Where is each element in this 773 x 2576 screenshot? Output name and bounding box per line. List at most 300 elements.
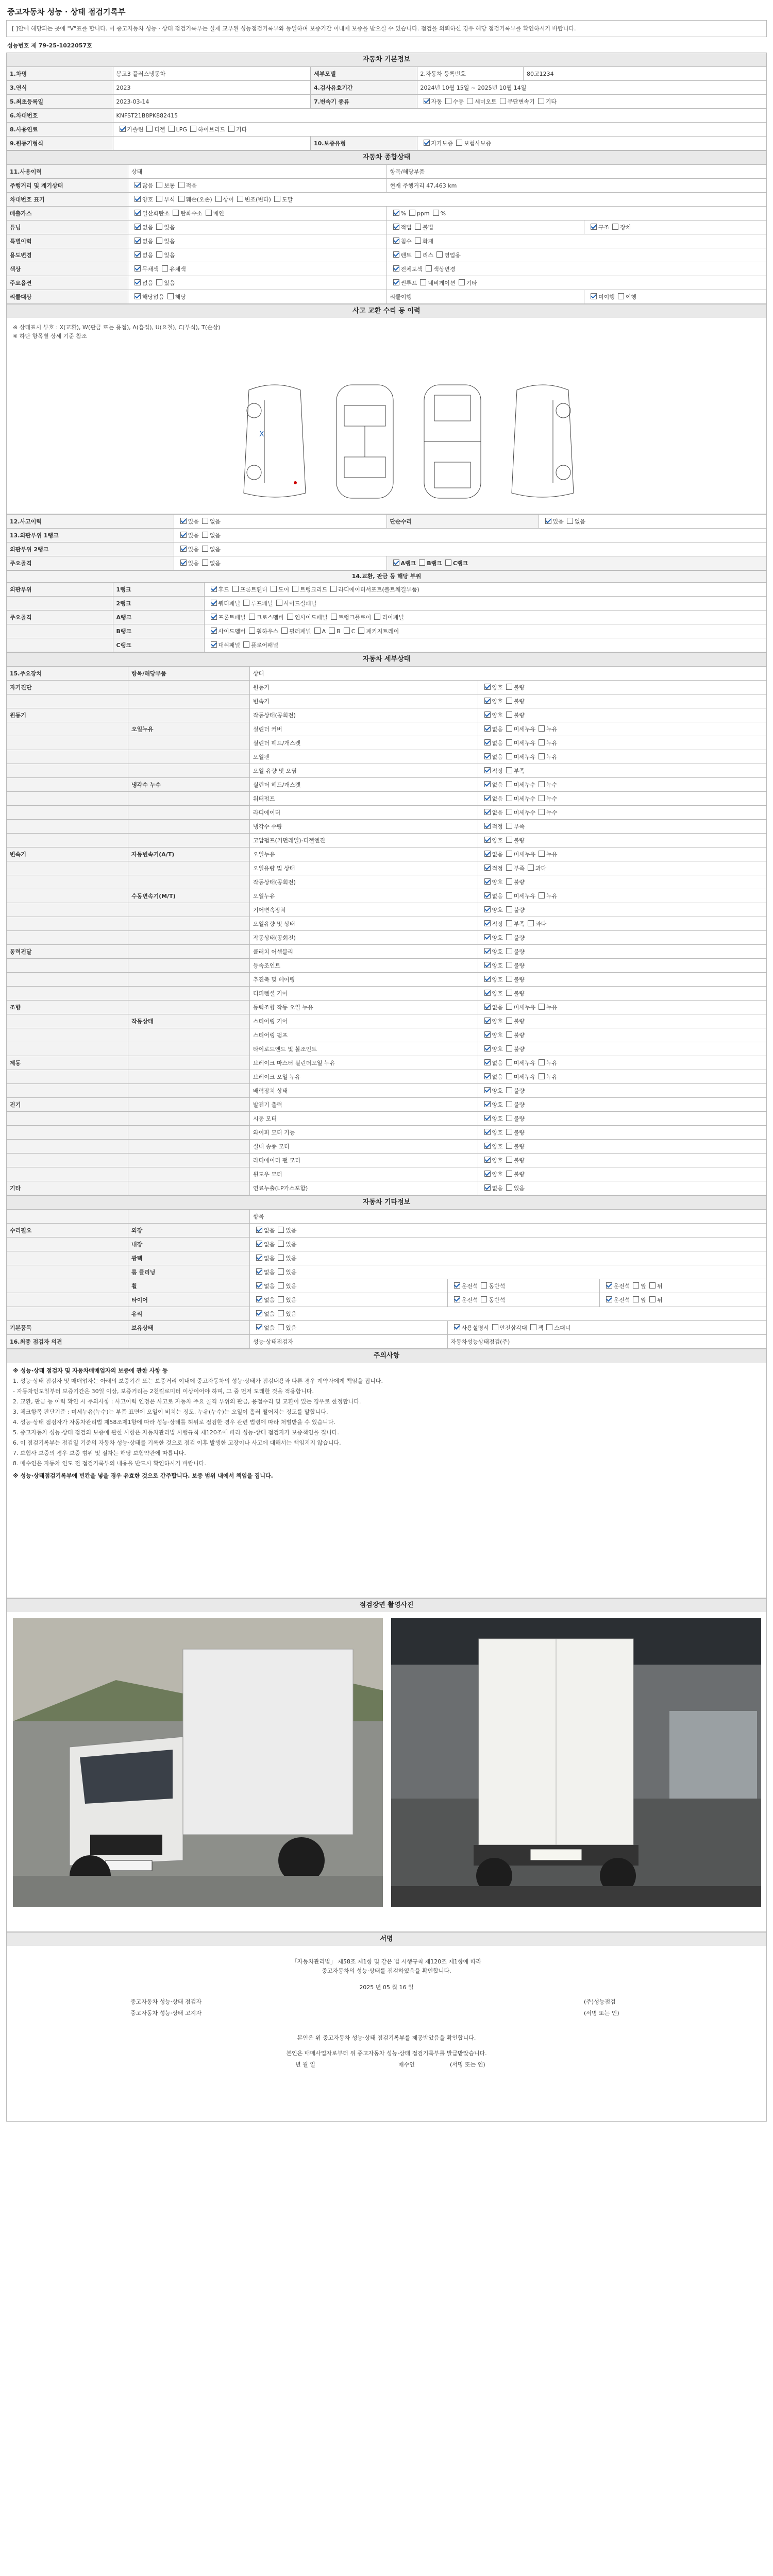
checkbox[interactable] — [506, 892, 512, 899]
checkbox[interactable] — [484, 1059, 491, 1065]
checkbox[interactable] — [506, 865, 512, 871]
cell-text — [128, 917, 250, 931]
checkbox[interactable] — [167, 293, 174, 299]
option-group — [250, 1265, 767, 1279]
option-label: 도어 — [278, 586, 290, 593]
checkbox[interactable] — [243, 600, 249, 606]
checkbox[interactable] — [484, 1157, 491, 1163]
checkbox[interactable] — [506, 1184, 512, 1191]
option-label: 불량 — [513, 1129, 525, 1136]
checkbox[interactable] — [484, 1171, 491, 1177]
cell-text — [7, 875, 128, 889]
option-label: 누유 — [546, 1074, 558, 1080]
checkbox[interactable] — [278, 1310, 284, 1316]
cell-text: 용도변경 — [7, 248, 128, 262]
cell-text: 8.사용연료 — [7, 123, 113, 137]
checkbox[interactable] — [178, 182, 184, 188]
checkbox[interactable] — [456, 140, 462, 146]
checkbox[interactable] — [393, 224, 399, 230]
checkbox[interactable] — [567, 518, 573, 524]
checkbox[interactable] — [506, 1101, 512, 1107]
checkbox[interactable] — [506, 1004, 512, 1010]
checkbox[interactable] — [484, 920, 491, 926]
table-row — [7, 67, 767, 81]
checkbox[interactable] — [506, 851, 512, 857]
checkbox[interactable] — [484, 711, 491, 718]
cell-text: 기타 — [7, 1181, 128, 1195]
checkbox[interactable] — [178, 196, 184, 202]
checkbox[interactable] — [506, 1129, 512, 1135]
checkbox[interactable] — [484, 990, 491, 996]
checkbox[interactable] — [162, 265, 168, 272]
checkbox[interactable] — [484, 878, 491, 885]
checkbox[interactable] — [433, 210, 439, 216]
checkbox[interactable] — [591, 224, 597, 230]
option-label: 뒤 — [657, 1283, 663, 1290]
checkbox[interactable] — [528, 865, 534, 871]
checkbox[interactable] — [393, 210, 399, 216]
cell-text: 자동차성능상태점검(주) — [447, 1335, 767, 1349]
checkbox[interactable] — [424, 140, 430, 146]
checkbox[interactable] — [484, 934, 491, 940]
cell-text: 오일팬 — [250, 750, 478, 764]
checkbox[interactable] — [271, 586, 277, 592]
checkbox[interactable] — [506, 1087, 512, 1093]
checkbox[interactable] — [135, 182, 141, 188]
checkbox[interactable] — [419, 560, 425, 566]
table-row — [7, 262, 767, 276]
checkbox[interactable] — [506, 711, 512, 718]
table-row — [7, 1335, 767, 1349]
checkbox[interactable] — [539, 1004, 545, 1010]
option-group — [478, 806, 767, 820]
checkbox[interactable] — [206, 210, 212, 216]
checkbox[interactable] — [506, 1045, 512, 1052]
checkbox[interactable] — [484, 781, 491, 787]
checkbox[interactable] — [506, 976, 512, 982]
option-label: 운전석 — [613, 1283, 630, 1290]
checkbox[interactable] — [420, 279, 426, 285]
checkbox[interactable] — [506, 878, 512, 885]
table-row — [7, 290, 767, 304]
checkbox[interactable] — [278, 1255, 284, 1261]
cell-text — [128, 681, 250, 694]
option-label: 없음 — [264, 1241, 275, 1248]
option-label: 누유 — [546, 1060, 558, 1066]
option-label: 부식 — [164, 196, 175, 203]
checkbox[interactable] — [506, 934, 512, 940]
option-label: 불량 — [513, 879, 525, 886]
checkbox[interactable] — [481, 1296, 487, 1302]
checkbox[interactable] — [180, 560, 187, 566]
checkbox[interactable] — [135, 251, 141, 258]
checkbox[interactable] — [484, 865, 491, 871]
checkbox[interactable] — [546, 1324, 552, 1330]
cell-text: 자동변속기(A/T) — [128, 848, 250, 861]
option-label: 없음 — [264, 1255, 275, 1262]
cell-text — [128, 861, 250, 875]
checkbox[interactable] — [180, 532, 187, 538]
table-row — [7, 123, 767, 137]
checkbox[interactable] — [249, 628, 255, 634]
checkbox[interactable] — [633, 1282, 639, 1289]
checkbox[interactable] — [215, 196, 222, 202]
checkbox[interactable] — [484, 698, 491, 704]
checkbox[interactable] — [281, 628, 288, 634]
sign-notifier-label: 중고자동차 성능·상태 고지자 — [130, 2010, 202, 2016]
checkbox[interactable] — [393, 265, 399, 272]
checkbox[interactable] — [506, 1031, 512, 1038]
checkbox[interactable] — [484, 837, 491, 843]
checkbox[interactable] — [256, 1282, 262, 1289]
cell-text: 10.보증유형 — [311, 137, 417, 150]
table-row — [7, 1014, 767, 1028]
checkbox[interactable] — [506, 1115, 512, 1121]
checkbox[interactable] — [506, 1059, 512, 1065]
checkbox[interactable] — [539, 851, 545, 857]
checkbox[interactable] — [506, 906, 512, 912]
checkbox[interactable] — [120, 126, 126, 132]
checkbox[interactable] — [506, 1143, 512, 1149]
option-group — [250, 1321, 448, 1335]
checkbox[interactable] — [393, 238, 399, 244]
checkbox[interactable] — [484, 1115, 491, 1121]
table-row — [7, 1140, 767, 1154]
checkbox[interactable] — [484, 1101, 491, 1107]
option-group — [478, 875, 767, 889]
checkbox[interactable] — [506, 823, 512, 829]
checkbox[interactable] — [180, 546, 187, 552]
cell-text: 연료누출(LP가스포함) — [250, 1181, 478, 1195]
checkbox[interactable] — [612, 224, 618, 230]
checkbox[interactable] — [506, 990, 512, 996]
checkbox[interactable] — [506, 725, 512, 732]
checkbox[interactable] — [169, 126, 175, 132]
cell-text — [7, 1140, 128, 1154]
checkbox[interactable] — [173, 210, 179, 216]
checkbox[interactable] — [484, 767, 491, 773]
checkbox[interactable] — [484, 1087, 491, 1093]
table-row — [7, 1238, 767, 1251]
checkbox[interactable] — [278, 1282, 284, 1289]
checkbox[interactable] — [393, 279, 399, 285]
checkbox[interactable] — [292, 586, 298, 592]
checkbox[interactable] — [344, 628, 350, 634]
checkbox[interactable] — [538, 98, 544, 104]
checkbox[interactable] — [539, 781, 545, 787]
option-label: 도말 — [281, 196, 293, 203]
cell-text: 11.사용이력 — [7, 165, 128, 179]
option-group — [478, 750, 767, 764]
checkbox[interactable] — [539, 1073, 545, 1079]
option-label: 불량 — [513, 684, 525, 691]
checkbox[interactable] — [249, 614, 255, 620]
checkbox[interactable] — [484, 684, 491, 690]
checkbox[interactable] — [484, 1004, 491, 1010]
checkbox[interactable] — [256, 1324, 262, 1330]
checkbox[interactable] — [454, 1324, 460, 1330]
sign-buyer-label: 매수인 — [398, 2061, 415, 2068]
checkbox[interactable] — [539, 809, 545, 815]
checkbox[interactable] — [506, 739, 512, 745]
checkbox[interactable] — [135, 279, 141, 285]
option-label: 불량 — [513, 1046, 525, 1053]
option-group — [478, 1056, 767, 1070]
cell-text: B랭크 — [113, 624, 204, 638]
checkbox[interactable] — [415, 224, 421, 230]
checkbox[interactable] — [256, 1227, 262, 1233]
option-group — [250, 1307, 767, 1321]
option-group — [478, 820, 767, 834]
option-label: 인사이드패널 — [294, 614, 328, 621]
checkbox[interactable] — [506, 698, 512, 704]
checkbox[interactable] — [530, 1324, 536, 1330]
checkbox[interactable] — [528, 920, 534, 926]
checkbox[interactable] — [156, 196, 162, 202]
option-label: 없음 — [264, 1297, 275, 1303]
checkbox[interactable] — [506, 1171, 512, 1177]
checkbox[interactable] — [156, 279, 162, 285]
option-group — [250, 1279, 448, 1293]
checkbox[interactable] — [232, 586, 239, 592]
checkbox[interactable] — [256, 1310, 262, 1316]
checkbox[interactable] — [484, 753, 491, 759]
cell-text — [7, 973, 128, 987]
option-label: 있음 — [285, 1283, 297, 1290]
checkbox[interactable] — [633, 1296, 639, 1302]
checkbox[interactable] — [506, 753, 512, 759]
cell-text: 6.차대번호 — [7, 109, 113, 123]
checkbox[interactable] — [202, 532, 208, 538]
checkbox[interactable] — [156, 251, 162, 258]
option-label: 디젤 — [154, 126, 165, 133]
option-label: 양호 — [492, 948, 503, 955]
checkbox[interactable] — [649, 1282, 656, 1289]
checkbox[interactable] — [180, 518, 187, 524]
cell-text: 항목/해당부품 — [128, 667, 250, 681]
car-side-right-icon — [501, 380, 584, 503]
sign-line: 본인은 위 중고자동차 성능·상태 점검기록부를 제공받았음을 확인합니다. — [297, 2035, 476, 2041]
checkbox[interactable] — [484, 823, 491, 829]
checkbox[interactable] — [454, 1296, 460, 1302]
checkbox[interactable] — [211, 641, 217, 648]
checkbox[interactable] — [484, 892, 491, 899]
checkbox[interactable] — [484, 1129, 491, 1135]
checkbox[interactable] — [484, 795, 491, 801]
checkbox[interactable] — [211, 614, 217, 620]
table-row — [7, 1279, 767, 1293]
option-group — [478, 764, 767, 778]
option-group — [128, 207, 387, 221]
checkbox[interactable] — [445, 98, 451, 104]
table-row — [7, 1154, 767, 1167]
checkbox[interactable] — [484, 1031, 491, 1038]
option-label: 미세누유 — [513, 1060, 536, 1066]
note-item: 3. 체크항목 판단기준 : 미세누유(누수)는 부품 표면에 오일이 비치는 정도, 누유(누수)는 오일이 흘러 떨어지는 정도를 말합니다. — [13, 1409, 328, 1415]
checkbox[interactable] — [484, 976, 491, 982]
checkbox[interactable] — [506, 962, 512, 968]
checkbox[interactable] — [424, 98, 430, 104]
checkbox[interactable] — [135, 238, 141, 244]
option-label: 양호 — [492, 990, 503, 997]
checkbox[interactable] — [278, 1241, 284, 1247]
option-label: 불법 — [422, 224, 434, 231]
checkbox[interactable] — [484, 962, 491, 968]
checkbox[interactable] — [481, 1282, 487, 1289]
checkbox[interactable] — [374, 614, 380, 620]
section-detail-header: 자동차 세부상태 — [6, 652, 767, 666]
cell-text: 실내 송풍 모터 — [250, 1140, 478, 1154]
table-row — [7, 583, 767, 597]
sign-buyer-date: 년 월 일 — [295, 2061, 315, 2068]
checkbox[interactable] — [415, 238, 421, 244]
option-label: 변조(변타) — [244, 196, 271, 203]
cell-text: 스티어링 펌프 — [250, 1028, 478, 1042]
checkbox[interactable] — [506, 1157, 512, 1163]
cell-text: 주행거리 및 계기상태 — [7, 179, 128, 193]
checkbox[interactable] — [484, 851, 491, 857]
checkbox[interactable] — [484, 948, 491, 954]
checkbox[interactable] — [331, 614, 337, 620]
checkbox[interactable] — [278, 1324, 284, 1330]
cell-text: A랭크 — [113, 611, 204, 624]
checkbox[interactable] — [506, 837, 512, 843]
checkbox[interactable] — [436, 251, 443, 258]
checkbox[interactable] — [506, 948, 512, 954]
checkbox[interactable] — [358, 628, 364, 634]
checkbox[interactable] — [278, 1296, 284, 1302]
checkbox[interactable] — [484, 906, 491, 912]
checkbox[interactable] — [591, 293, 597, 299]
checkbox[interactable] — [618, 293, 624, 299]
checkbox[interactable] — [500, 98, 506, 104]
checkbox[interactable] — [415, 251, 421, 258]
checkbox[interactable] — [539, 725, 545, 732]
checkbox[interactable] — [506, 795, 512, 801]
checkbox[interactable] — [484, 1018, 491, 1024]
checkbox[interactable] — [649, 1296, 656, 1302]
checkbox[interactable] — [506, 1018, 512, 1024]
checkbox[interactable] — [228, 126, 234, 132]
checkbox[interactable] — [454, 1282, 460, 1289]
checkbox[interactable] — [329, 628, 335, 634]
checkbox[interactable] — [202, 560, 208, 566]
cell-text — [128, 1112, 250, 1126]
checkbox[interactable] — [256, 1268, 262, 1275]
checkbox[interactable] — [256, 1241, 262, 1247]
checkbox[interactable] — [211, 628, 217, 634]
checkbox[interactable] — [467, 98, 473, 104]
table-row — [7, 973, 767, 987]
checkbox[interactable] — [256, 1296, 262, 1302]
checkbox[interactable] — [484, 1045, 491, 1052]
checkbox[interactable] — [539, 795, 545, 801]
checkbox[interactable] — [459, 279, 465, 285]
checkbox[interactable] — [484, 1073, 491, 1079]
sign-date: 2025 년 05 월 16 일 — [359, 1984, 414, 1991]
detail-state-table — [6, 666, 767, 1195]
checkbox[interactable] — [445, 560, 451, 566]
checkbox[interactable] — [314, 628, 321, 634]
checkbox[interactable] — [156, 238, 162, 244]
checkbox[interactable] — [190, 126, 196, 132]
checkbox[interactable] — [492, 1324, 498, 1330]
option-label: 있음 — [552, 518, 564, 525]
checkbox[interactable] — [330, 586, 337, 592]
checkbox[interactable] — [545, 518, 551, 524]
checkbox[interactable] — [278, 1227, 284, 1233]
cell-text: 1.차명 — [7, 67, 113, 81]
checkbox[interactable] — [506, 809, 512, 815]
checkbox[interactable] — [506, 684, 512, 690]
checkbox[interactable] — [606, 1296, 612, 1302]
checkbox[interactable] — [243, 641, 249, 648]
checkbox[interactable] — [484, 1143, 491, 1149]
checkbox[interactable] — [146, 126, 153, 132]
option-group — [386, 207, 767, 221]
checkbox[interactable] — [539, 892, 545, 899]
checkbox[interactable] — [156, 182, 162, 188]
checkbox[interactable] — [211, 600, 217, 606]
checkbox[interactable] — [202, 518, 208, 524]
checkbox[interactable] — [393, 251, 399, 258]
checkbox[interactable] — [506, 1073, 512, 1079]
option-label: 이행 — [625, 294, 637, 300]
option-label: 훼손(오손) — [186, 196, 212, 203]
checkbox[interactable] — [506, 920, 512, 926]
checkbox[interactable] — [393, 560, 399, 566]
cell-text — [7, 1210, 128, 1224]
checkbox[interactable] — [274, 196, 280, 202]
checkbox[interactable] — [135, 224, 141, 230]
checkbox[interactable] — [256, 1255, 262, 1261]
option-label: 앞 — [641, 1297, 647, 1303]
checkbox[interactable] — [606, 1282, 612, 1289]
checkbox[interactable] — [539, 753, 545, 759]
checkbox[interactable] — [484, 725, 491, 732]
option-group — [174, 529, 767, 543]
option-label: 없음 — [492, 726, 503, 733]
checkbox[interactable] — [539, 739, 545, 745]
table-row — [7, 903, 767, 917]
table-row — [7, 193, 767, 207]
checkbox[interactable] — [426, 265, 432, 272]
checkbox[interactable] — [135, 196, 141, 202]
checkbox[interactable] — [156, 224, 162, 230]
cell-text: 발전기 출력 — [250, 1098, 478, 1112]
checkbox[interactable] — [237, 196, 243, 202]
checkbox[interactable] — [506, 781, 512, 787]
checkbox[interactable] — [287, 614, 293, 620]
checkbox[interactable] — [539, 1059, 545, 1065]
cell-text: 현재 주행거리 47,463 km — [386, 179, 767, 193]
checkbox[interactable] — [484, 1184, 491, 1191]
checkbox[interactable] — [135, 293, 141, 299]
checkbox[interactable] — [135, 265, 141, 272]
checkbox[interactable] — [202, 546, 208, 552]
checkbox[interactable] — [484, 739, 491, 745]
checkbox[interactable] — [506, 767, 512, 773]
checkbox[interactable] — [211, 586, 217, 592]
checkbox[interactable] — [276, 600, 282, 606]
checkbox[interactable] — [135, 210, 141, 216]
checkbox[interactable] — [484, 809, 491, 815]
option-label: 트렁크플로어 — [338, 614, 372, 621]
checkbox[interactable] — [278, 1268, 284, 1275]
cell-text: 보유상태 — [128, 1321, 250, 1335]
checkbox[interactable] — [409, 210, 415, 216]
option-label: 양호 — [142, 196, 154, 203]
